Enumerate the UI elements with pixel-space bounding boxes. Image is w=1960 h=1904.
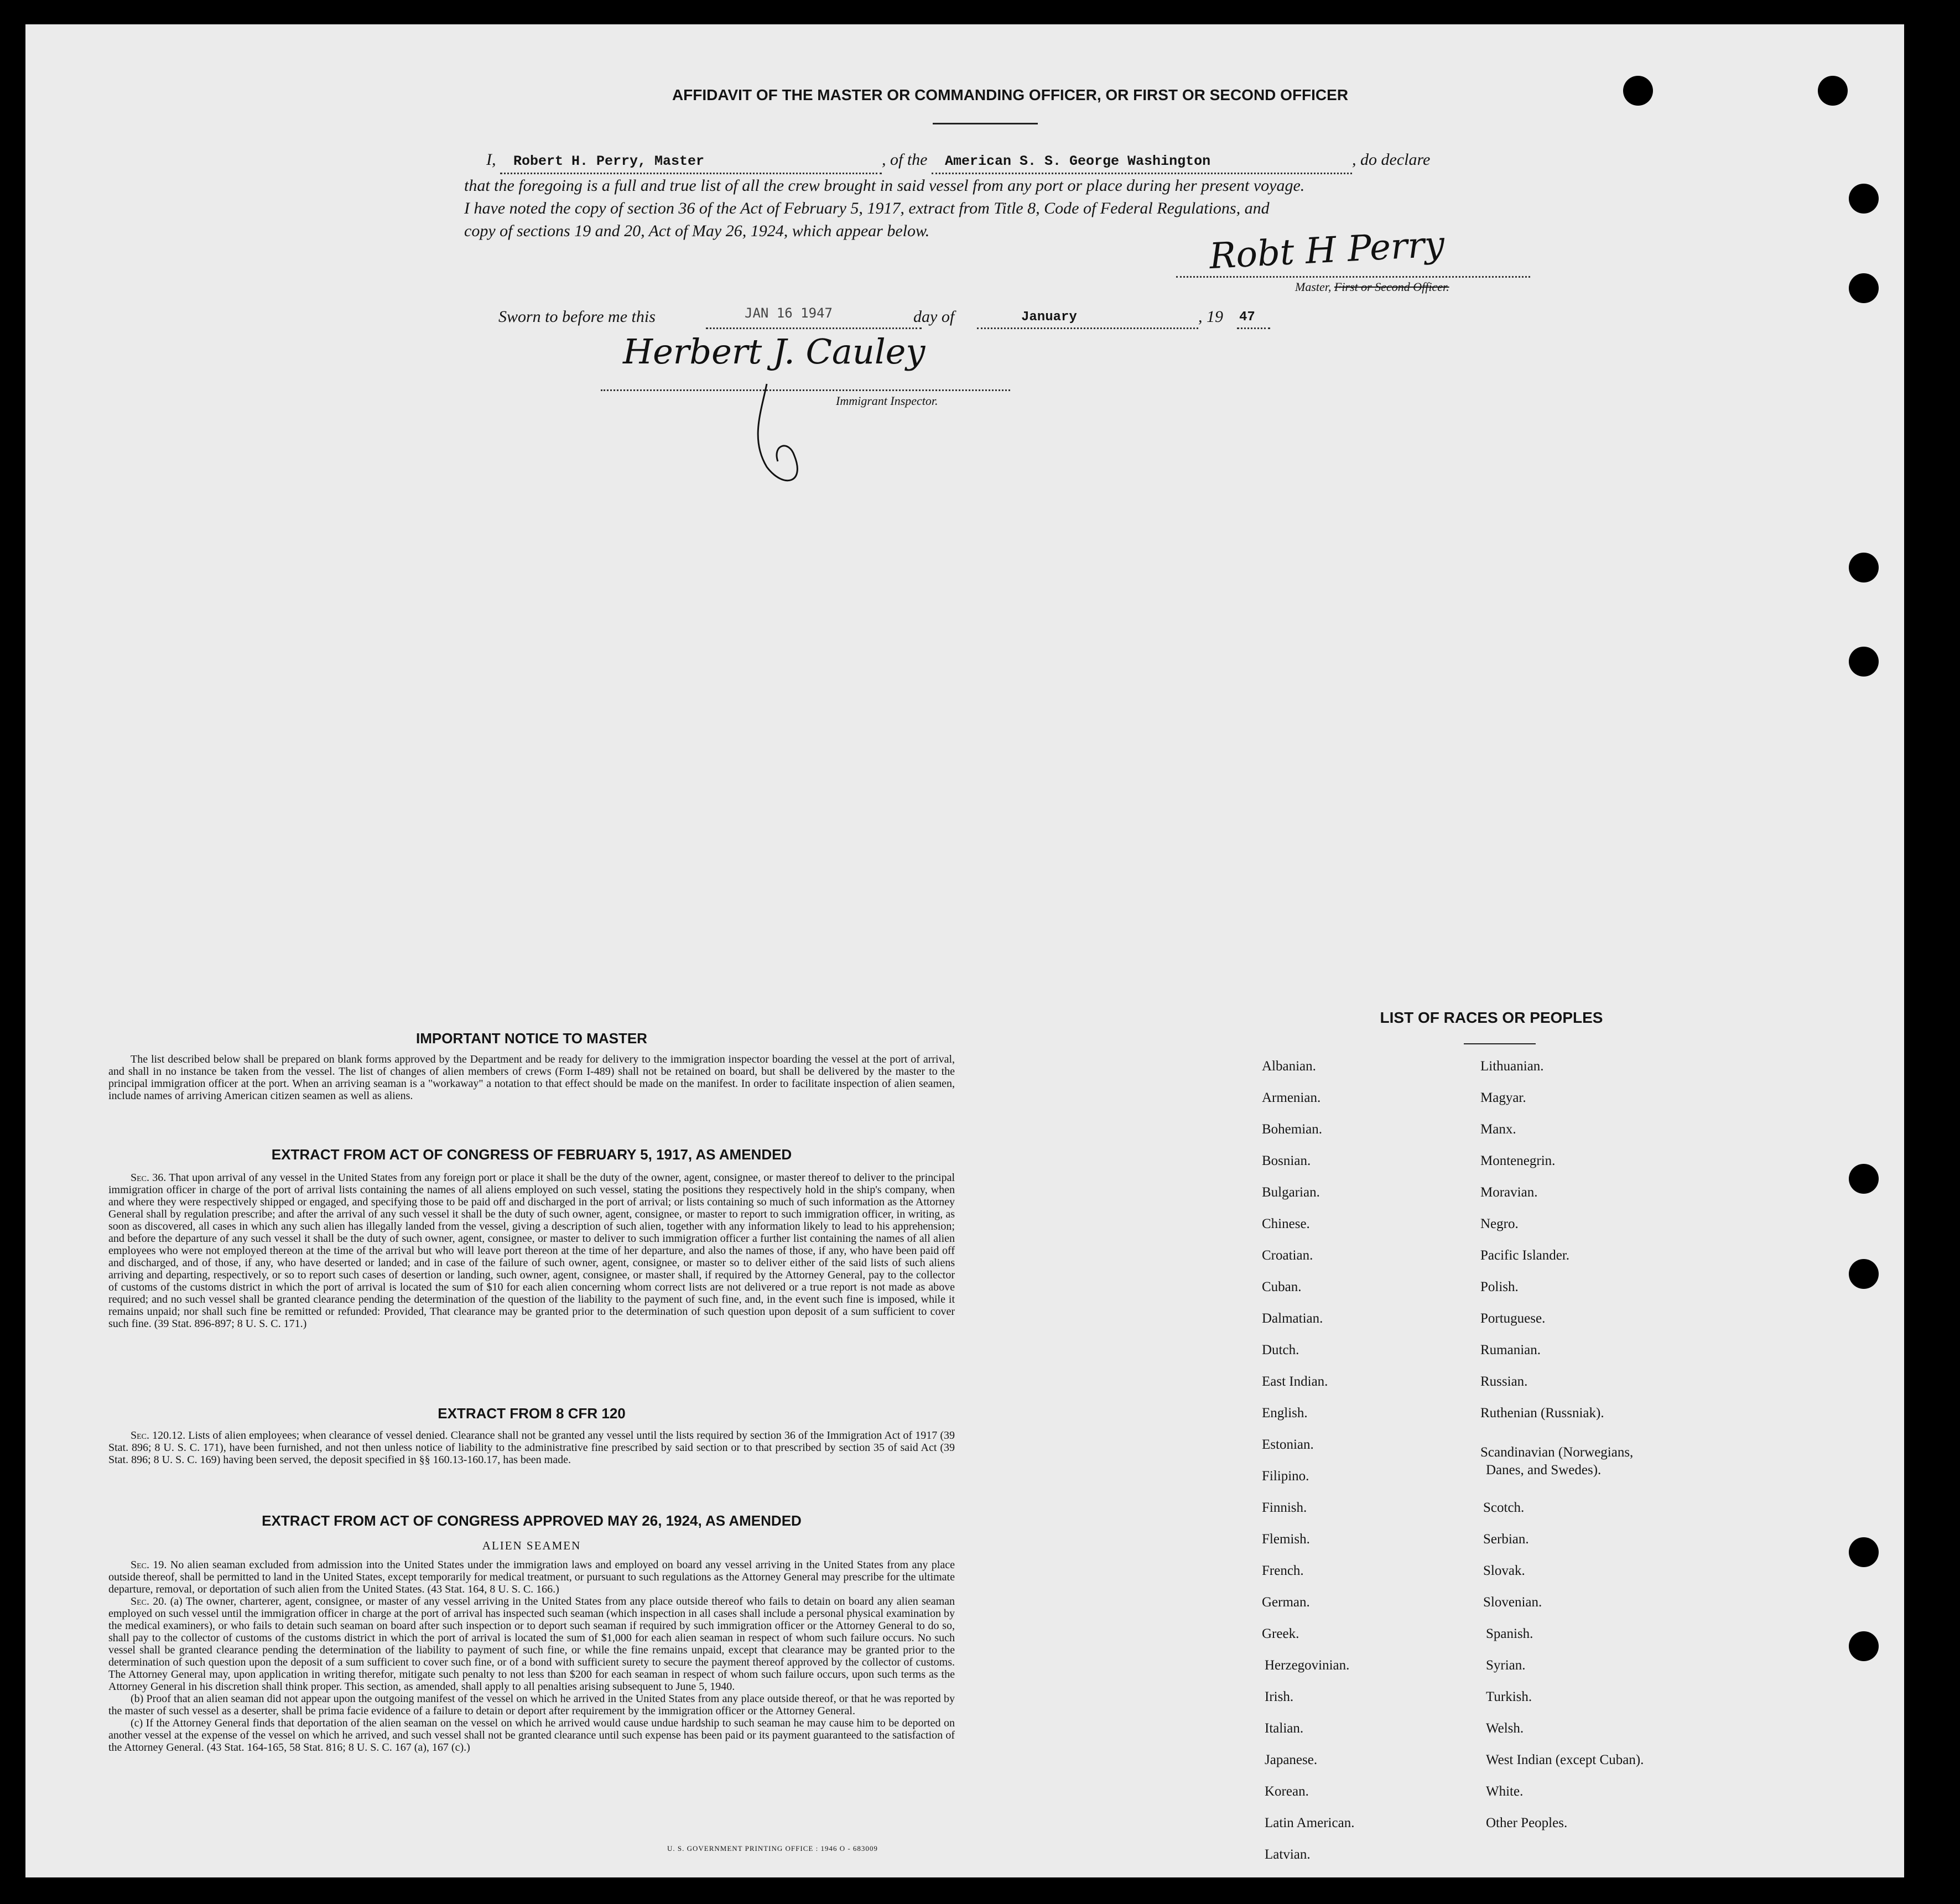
notice-title: IMPORTANT NOTICE TO MASTER (416, 1030, 647, 1047)
inspector-signature-flourish (745, 378, 828, 495)
punch-hole (1849, 1537, 1879, 1567)
race-item: Rumanian. (1480, 1343, 1541, 1357)
race-item: Slovenian. (1483, 1595, 1542, 1610)
date-stamp: JAN 16 1947 (745, 305, 833, 321)
race-item: Cuban. (1262, 1279, 1302, 1294)
punch-hole (1849, 1164, 1879, 1194)
sworn-date-line (706, 327, 922, 329)
sec-36-text: That upon arrival of any vessel in the United States from any foreign port or place it shall be the duty of the owner, agent, consignee, or master thereof to deliver to the principal immigration officer in charge of the port of arrival lists containing the names of all aliens employed on such vessel, stating the positions they respectively hold in the ship's company, when and where they were respectively shipped or engaged, and specifying those to be paid off and discharged in the port of arrival; or lists containing so much of such information as the Attorney General shall by regulation prescribe; and after the arrival of any such vessel it shall be the duty of such owner, agent, consignee, or master to report to such immigration officer, in writing, as soon as discovered, all cases in which any such alien has illegally landed from the vessel, giving a description of such alien, together with any information likely to lead to his apprehension; and before the departure of any such vessel it shall be the duty of such owner, agent, consignee, or master to deliver to such immigration officer a further list containing the names of all alien employees who were not employed thereon at the time of the arrival but who will leave port thereon at the time of her departure, and also the names of those, if any, who have been paid off and discharged, and of those, if any, who have deserted or landed; and in case of the failure of such owner, agent, consignee, or master so to deliver either of the said lists of such aliens arriving and departing, respectively, or so to report such cases of desertion or landing, such owner, agent, consignee, or master shall, if required by the Attorney General, pay to the collector of customs of the customs district in which the port of arrival is located the sum of $10 for each alien concerning whom correct lists are not delivered or a true report is not made as above required; and no such vessel shall be granted clearance pending the determination of the question of the liability to the payment of such fine, and, in the event such fine is imposed, while it remains unpaid; nor shall such fine be remitted or refunded: Provided, That clearance may be granted prior to the determination of such question upon deposit of a sum sufficient to cover such fine. (39 Stat. 896-897; 8 U. S. C. 171.) (108, 1172, 955, 1330)
race-item: Danes, and Swedes). (1486, 1463, 1602, 1478)
year-field: 47 (1237, 308, 1270, 329)
race-item: Pacific Islander. (1480, 1248, 1570, 1263)
sec-19-text: No alien seaman excluded from admission into the United States under the immigration laws and employed on board any vessel arriving in the United States from any place outside thereof, shall be permitted to land in the United States, except temporarily for medical treatment, or pursuant to such regulations as the Attorney General may prescribe for the ultimate departure, removal, or deportation of such alien from the United States. (43 Stat. 164, 8 U. S. C. 166.) (108, 1559, 955, 1595)
race-item: Irish. (1265, 1689, 1294, 1704)
race-item: Magyar. (1480, 1090, 1526, 1105)
affidavit-title: AFFIDAVIT OF THE MASTER OR COMMANDING OFFICER, OR FIRST OR SECOND OFFICER (672, 86, 1349, 103)
race-item: Albanian. (1262, 1059, 1316, 1074)
race-item: Negro. (1480, 1216, 1519, 1231)
race-item: Dutch. (1262, 1343, 1299, 1357)
extract-cfr-body (108, 1429, 955, 1466)
declaration-line-4: copy of sections 19 and 20, Act of May 26, 1924, which appear below. (464, 222, 930, 240)
race-item: English. (1262, 1406, 1308, 1421)
race-item: Bulgarian. (1262, 1185, 1320, 1200)
punch-hole (1849, 553, 1879, 582)
extract-1917-title: EXTRACT FROM ACT OF CONGRESS OF FEBRUARY 5, 1917, AS AMENDED (271, 1146, 792, 1163)
race-item: White. (1486, 1784, 1524, 1799)
punch-hole (1849, 1259, 1879, 1289)
sec-20b-text: (b) Proof that an alien seaman did not appear upon the outgoing manifest of the vessel on which he arrived in the United States from any place outside thereof, or that he was reported by the master of such vessel as a deserter, shall be prima facie evidence of a failure to detain or deport after requirement by the immigration officer or the Attorney General. (108, 1693, 955, 1717)
race-item: Croatian. (1262, 1248, 1313, 1263)
sec-19-label: Sec. 19. (131, 1559, 167, 1571)
master-name-field: Robert H. Perry, Master (500, 150, 882, 174)
races-title-rule (1464, 1043, 1536, 1044)
inspector-signature: Herbert J. Cauley (623, 331, 926, 372)
race-item: Chinese. (1262, 1216, 1310, 1231)
sec-20c-text: (c) If the Attorney General finds that deportation of the alien seaman on the vessel on which he arrived would cause undue hardship to such seaman he may cause him to be deported on another vessel at the expense of the vessel on which he arrived, and such vessel shall not be granted clearance until such expense has been paid or its payment guaranteed to the satisfaction of the Attorney General. (43 Stat. 164-165, 58 Stat. 816; 8 U. S. C. 167 (a), 167 (c).) (108, 1717, 955, 1754)
race-item: Japanese. (1265, 1752, 1318, 1767)
race-item: Ruthenian (Russniak). (1480, 1406, 1604, 1421)
sec-20a-text: (a) The owner, charterer, agent, consignee, or master of any vessel arriving in the United States from any place outside thereof who fails to detain on board any alien seaman employed on such vessel until the immigration officer in charge at the port of arrival has inspected such seaman (which inspection in all cases shall include a personal physical examination by the medical examiners), or who fails to detain such seaman on board after such inspection or to deport such seaman if required by such immigration officer or the Attorney General to do so, shall pay to the collector of customs of the customs district in which the port of arrival is located the sum of $1,000 for each alien seaman in respect of whom such failure occurs. No such vessel shall be granted clearance pending the determination of the liability to payment of such fine, or while the fine remains unpaid, except that clearance may be granted prior to the determination of such question upon the deposit of a sum sufficient to cover such fine, or of a bond with sufficient surety to secure the payment thereof approved by the collector of customs. The Attorney General may, upon application in writing therefor, mitigate such penalty to not less than $200 for each seaman in respect of whom such failure occurs, upon such terms as the Attorney General in his discretion shall think proper. This section, as amended, shall apply to all penalties arising subsequent to June 5, 1940. (108, 1595, 955, 1693)
of-the-text: , of the (882, 150, 928, 169)
do-declare-text: , do declare (1352, 150, 1431, 169)
race-item: Montenegrin. (1480, 1153, 1556, 1168)
printing-office-footer: U. S. GOVERNMENT PRINTING OFFICE : 1946 O - 683009 (667, 1844, 878, 1853)
race-item: Bosnian. (1262, 1153, 1311, 1168)
extract-1924-body (108, 1559, 955, 1754)
punch-hole (1849, 647, 1879, 677)
inspector-signature-line (601, 389, 1010, 391)
master-signature-line (1176, 276, 1530, 278)
race-item: Dalmatian. (1262, 1311, 1323, 1326)
race-item: Estonian. (1262, 1437, 1314, 1452)
month-field: January (977, 308, 1198, 329)
race-item: Serbian. (1483, 1532, 1529, 1547)
signer-title (1295, 280, 1449, 294)
punch-hole (1849, 273, 1879, 303)
race-item: Polish. (1480, 1279, 1519, 1294)
year-prefix: , 19 (1198, 308, 1223, 326)
race-item: Korean. (1265, 1784, 1309, 1799)
punch-hole (1849, 1631, 1879, 1661)
sec-120-text: Lists of alien employees; when clearance of vessel denied. Clearance shall not be granted any vessel until the lists required by section 36 of the Immigration Act of 1917 (39 Stat. 896; 8 U. S. C. 171), have been furnished, and not then unless notice of liability to the administrative fine prescribed by said section or to that prescribed by section 35 of said Act (39 Stat. 896; 8 U. S. C. 169) having been served, the deposit specified in §§ 160.13-160.17, has been made. (108, 1429, 955, 1466)
declaration-line-3: I have noted the copy of section 36 of the Act of February 5, 1917, extract from Title 8, Code of Federal Regulations, and (464, 199, 1270, 217)
race-item: Slovak. (1483, 1563, 1525, 1578)
notice-body (108, 1053, 955, 1102)
day-of-text: day of (913, 308, 955, 326)
race-item: East Indian. (1262, 1374, 1328, 1389)
race-item: Flemish. (1262, 1532, 1310, 1547)
race-item: Portuguese. (1480, 1311, 1546, 1326)
sec-20-label: Sec. 20. (131, 1595, 167, 1608)
race-item: West Indian (except Cuban). (1486, 1752, 1644, 1767)
race-item: Greek. (1262, 1626, 1299, 1641)
race-item: Manx. (1480, 1122, 1516, 1137)
race-item: Latvian. (1265, 1847, 1311, 1862)
race-item: Scandinavian (Norwegians, (1480, 1445, 1634, 1460)
punch-hole (1818, 76, 1848, 106)
extract-cfr-title: EXTRACT FROM 8 CFR 120 (438, 1405, 626, 1422)
alien-seamen-subtitle: ALIEN SEAMEN (482, 1539, 581, 1552)
race-item: Armenian. (1262, 1090, 1321, 1105)
signer-title-struck: First or Second Officer. (1334, 280, 1449, 294)
sec-36-label: Sec. 36. (131, 1172, 167, 1184)
sworn-text: Sworn to before me this (498, 308, 656, 326)
race-item: Welsh. (1486, 1721, 1524, 1736)
race-item: Lithuanian. (1480, 1059, 1544, 1074)
race-item: Italian. (1265, 1721, 1304, 1736)
punch-hole (1849, 184, 1879, 214)
punch-hole (1623, 76, 1653, 106)
declaration-line-2: that the foregoing is a full and true list of all the crew brought in said vessel from any port or place during her present voyage. (464, 176, 1305, 195)
race-item: French. (1262, 1563, 1304, 1578)
race-item: Finnish. (1262, 1500, 1307, 1515)
master-signature: Robt H Perry (1208, 223, 1446, 278)
race-item: Russian. (1480, 1374, 1528, 1389)
race-item: Turkish. (1486, 1689, 1532, 1704)
notice-paragraph: The list described below shall be prepared on blank forms approved by the Department and be ready for delivery to the immigration inspector boarding the vessel at the port of arrival, and shall in no instance be taken from the vessel. The list of changes of alien members of crews (Form I-489) shall not be retained on board, but shall be delivered by the master to the principal immigration officer at the port. When an arriving seaman is a "workaway" a notation to that effect should be made on the manifest. In order to facilitate inspection of alien seamen, include names of arriving American citizen seamen as well as aliens. (108, 1053, 955, 1102)
extract-1924-title: EXTRACT FROM ACT OF CONGRESS APPROVED MAY 26, 1924, AS AMENDED (262, 1512, 802, 1529)
race-item: Other Peoples. (1486, 1815, 1568, 1830)
races-title: LIST OF RACES OR PEOPLES (1380, 1009, 1603, 1026)
race-item: Latin American. (1265, 1815, 1355, 1830)
race-item: Syrian. (1486, 1658, 1526, 1673)
document-page (25, 24, 1904, 1877)
declaration-pronoun: I, (486, 150, 496, 169)
race-item: Moravian. (1480, 1185, 1538, 1200)
race-item: Spanish. (1486, 1626, 1533, 1641)
race-item: Bohemian. (1262, 1122, 1323, 1137)
extract-1917-body (108, 1172, 955, 1330)
race-item: Filipino. (1262, 1469, 1309, 1484)
race-item: Herzegovinian. (1265, 1658, 1350, 1673)
inspector-title: Immigrant Inspector. (836, 394, 938, 408)
race-item: Scotch. (1483, 1500, 1525, 1515)
title-rule (933, 123, 1038, 124)
vessel-name-field: American S. S. George Washington (932, 150, 1352, 174)
signer-title-prefix: Master, (1295, 280, 1332, 294)
race-item: German. (1262, 1595, 1310, 1610)
sec-120-label: Sec. 120.12. (131, 1429, 186, 1442)
